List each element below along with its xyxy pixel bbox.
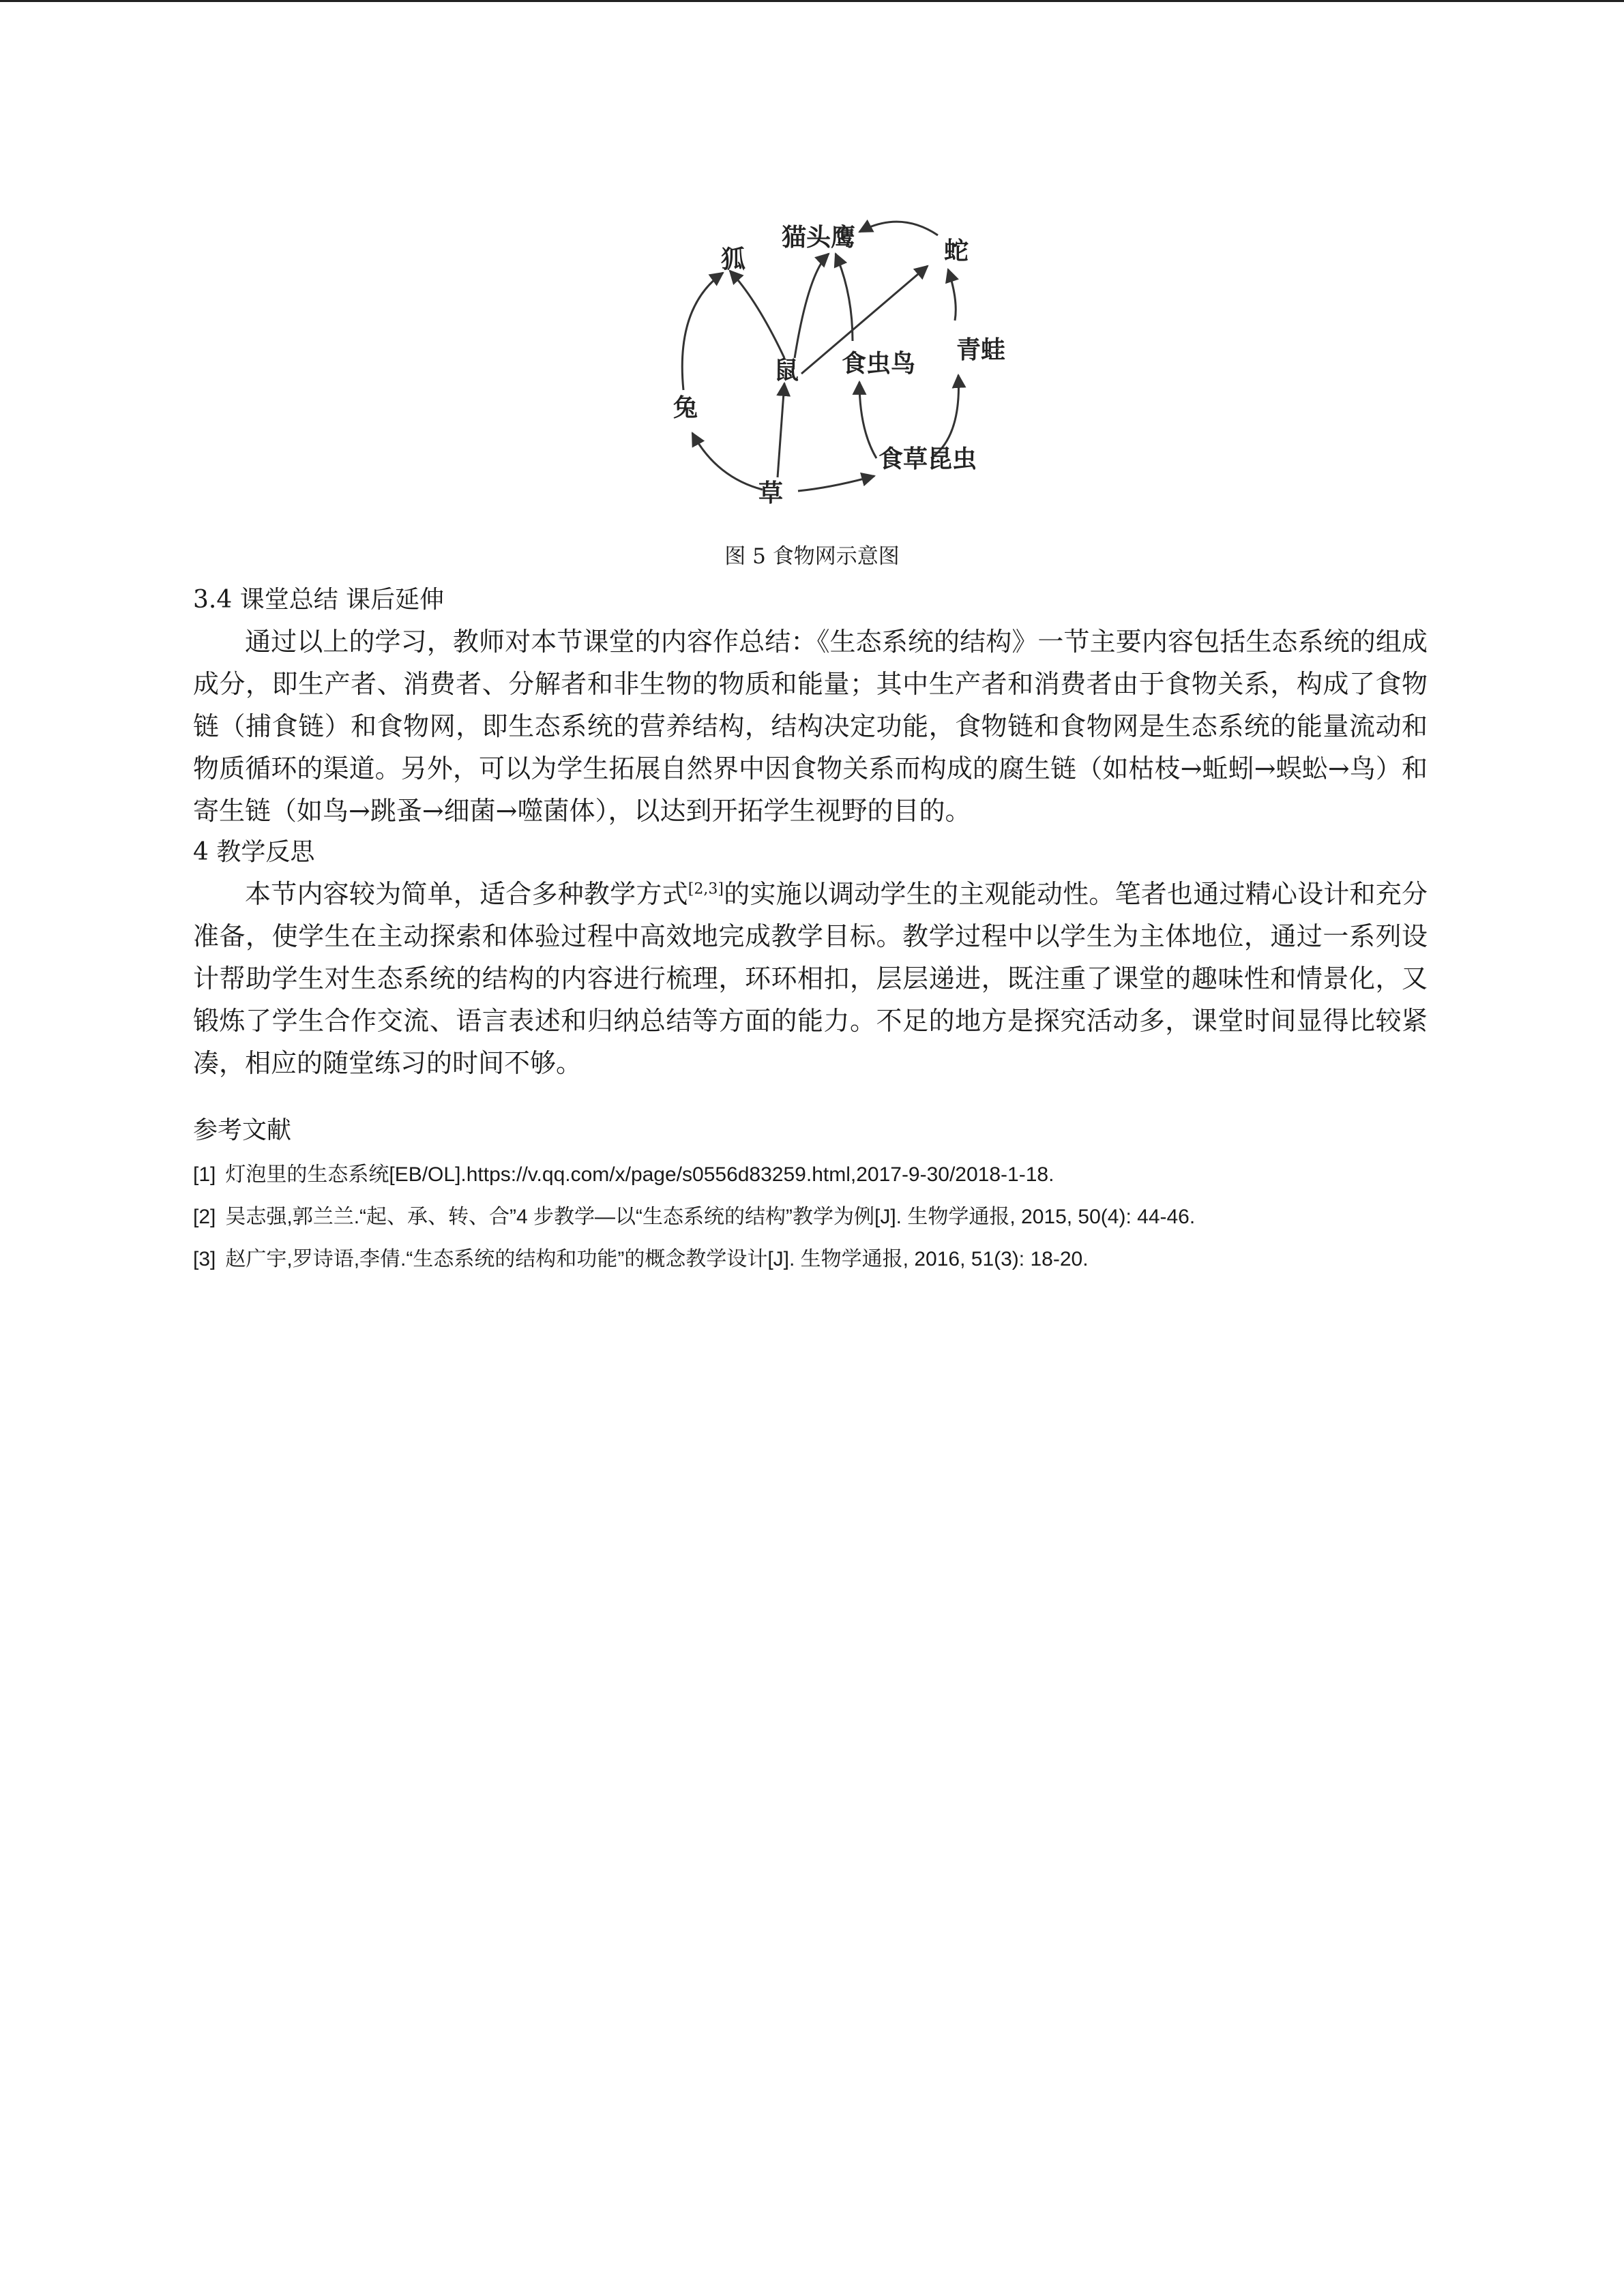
reference-item <box>193 1238 1428 1281</box>
references-title: 参考文献 <box>193 1116 292 1144</box>
edge-snake-owl <box>859 222 938 235</box>
edge-insect-bird <box>859 382 876 458</box>
article-body <box>193 580 1428 1281</box>
reference-number: [2] <box>193 1206 216 1228</box>
section-3-4-heading: 3.4 课堂总结 课后延伸 <box>193 586 445 614</box>
node-owl: 猫头鹰 <box>781 224 856 252</box>
edge-rabbit-fox <box>682 273 723 390</box>
citation-2-3[interactable]: [2,3] <box>688 880 724 898</box>
section-4-text-a: 本节内容较为简单，适合多种教学方式 <box>245 879 688 909</box>
section-4-heading: 4 教学反思 <box>193 838 315 866</box>
edge-grass-mouse <box>778 383 784 477</box>
figure-caption: 图 5 食物网示意图 <box>724 544 900 569</box>
node-snake: 蛇 <box>943 237 969 265</box>
node-frog: 青蛙 <box>956 336 1006 364</box>
node-bird: 食虫鸟 <box>841 350 916 378</box>
edge-grass-rabbit <box>692 433 763 490</box>
node-fox: 狐 <box>720 245 746 273</box>
section-4-paragraph <box>193 873 1428 1084</box>
node-rabbit: 兔 <box>673 394 698 422</box>
reference-list <box>193 1154 1428 1281</box>
section-3-4-paragraph: 通过以上的学习，教师对本节课堂的内容作总结：《生态系统的结构》一节主要内容包括生态系统的组成成分，即生产者、消费者、分解者和非生物的物质和能量；其中生产者和消费者由于食物关系，构成了食物链（捕食链）和食物网，即生态系统的营养结构，结构决定功能，食物链和食物网是生态系统的能量流动和物质循环的渠道。另外，可以为学生拓展自然界中因食物关系而构成的腐生链（如枯枝→蚯蚓→蜈蚣→鸟）和寄生链（如鸟→跳蚤→细菌→噬菌体），以达到开拓学生视野的目的。 <box>193 627 1428 826</box>
reference-item <box>193 1154 1428 1196</box>
reference-text: 灯泡里的生态系统[EB/OL].https://v.qq.com/x/page/s0556d83259.html,2017-9-30/2018-1-18. <box>225 1163 1054 1186</box>
node-insect: 食草昆虫 <box>878 445 977 473</box>
edge-mouse-fox <box>730 271 784 358</box>
node-grass: 草 <box>758 479 784 507</box>
page-top-border <box>0 0 1624 2</box>
reference-item <box>193 1196 1428 1238</box>
edge-grass-insect <box>798 476 874 491</box>
edge-bird-owl <box>836 254 853 341</box>
section-4-text-b: 的实施以调动学生的主观能动性。笔者也通过精心设计和充分准备，使学生在主动探索和体验过程中高效地完成教学目标。教学过程中以学生为主体地位，通过一系列设计帮助学生对生态系统的结构的内容进行梳理，环环相扣，层层递进，既注重了课堂的趣味性和情景化，又锻炼了学生合作交流、语言表述和归纳总结等方面的能力。不足的地方是探究活动多，课堂时间显得比较紧凑，相应的随堂练习的时间不够。 <box>193 879 1428 1078</box>
edge-mouse-owl <box>795 254 829 358</box>
edge-frog-snake <box>948 269 956 320</box>
reference-text: 吴志强,郭兰兰.“起、承、转、合”4 步教学—以“生态系统的结构”教学为例[J]. 生物学通报, 2015, 50(4): 44-46. <box>225 1206 1196 1228</box>
reference-text: 赵广宇,罗诗语,李倩.“生态系统的结构和功能”的概念教学设计[J]. 生物学通报, 2016, 51(3): 18-20. <box>225 1248 1089 1270</box>
reference-number: [3] <box>193 1248 216 1270</box>
node-mouse: 鼠 <box>773 357 799 385</box>
reference-number: [1] <box>193 1163 216 1186</box>
food-web-diagram <box>655 205 1006 525</box>
food-web-figure <box>655 205 1006 525</box>
